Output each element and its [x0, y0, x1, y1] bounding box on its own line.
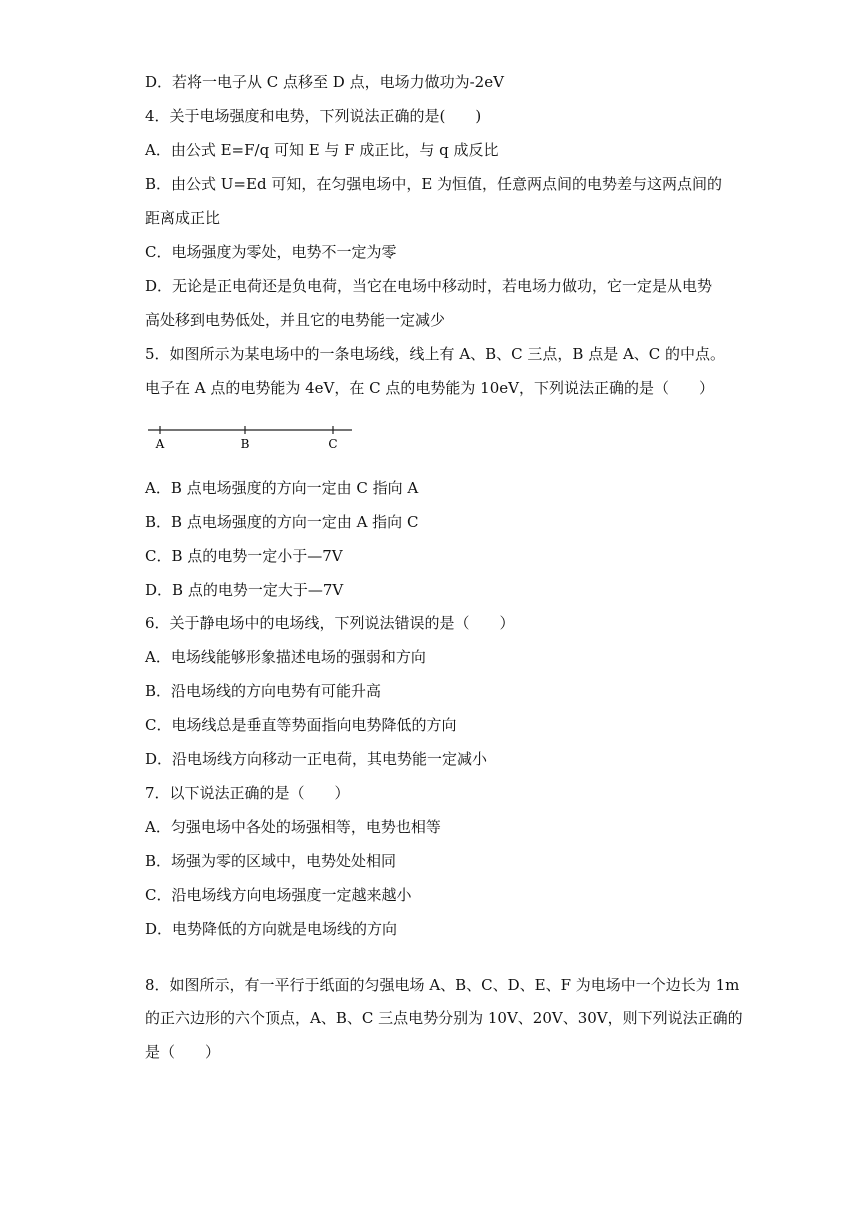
q5-option-b: B．B 点电场强度的方向一定由 A 指向 C — [145, 513, 419, 531]
q8-stem-line3: 是（ ） — [145, 1043, 221, 1061]
q4-option-b-line2: 距离成正比 — [145, 209, 221, 227]
q6-option-c: C．电场线总是垂直等势面指向电势降低的方向 — [145, 716, 457, 734]
q3-option-d: D．若将一电子从 C 点移至 D 点，电场力做功为-2eV — [145, 73, 504, 91]
q7-option-d: D．电势降低的方向就是电场线的方向 — [145, 920, 398, 938]
electric-field-line-figure — [140, 422, 365, 456]
q4-option-d-line1: D．无论是正电荷还是负电荷，当它在电场中移动时，若电场力做功，它一定是从电势 — [145, 277, 713, 295]
q7-option-c: C．沿电场线方向电场强度一定越来越小 — [145, 886, 412, 904]
q5-stem-line1: 5．如图所示为某电场中的一条电场线，线上有 A、B、C 三点，B 点是 A、C 的中点。 — [145, 345, 726, 363]
label-c: C — [328, 437, 338, 451]
q4-stem: 4．关于电场强度和电势，下列说法正确的是( ) — [145, 107, 482, 125]
q4-option-a: A．由公式 E=F/q 可知 E 与 F 成正比，与 q 成反比 — [145, 141, 499, 159]
q6-stem: 6．关于静电场中的电场线，下列说法错误的是（ ） — [145, 614, 515, 632]
q5-stem-line2: 电子在 A 点的电势能为 4eV，在 C 点的电势能为 10eV，下列说法正确的是（ ） — [145, 379, 714, 397]
q5-option-d: D．B 点的电势一定大于—7V — [145, 581, 344, 599]
q7-stem: 7．以下说法正确的是（ ） — [145, 784, 350, 802]
field-line-diagram — [140, 422, 365, 456]
q4-option-b-line1: B．由公式 U=Ed 可知，在匀强电场中，E 为恒值，任意两点间的电势差与这两点间的 — [145, 175, 723, 193]
q7-option-b: B．场强为零的区域中，电势处处相同 — [145, 852, 397, 870]
q4-option-d-line2: 高处移到电势低处，并且它的电势能一定减少 — [145, 311, 446, 329]
label-a: A — [155, 437, 165, 451]
q6-option-d: D．沿电场线方向移动一正电荷，其电势能一定减小 — [145, 750, 488, 768]
q8-stem-line2: 的正六边形的六个顶点，A、B、C 三点电势分别为 10V、20V、30V，则下列说法正确的 — [145, 1009, 743, 1027]
q7-option-a: A．匀强电场中各处的场强相等，电势也相等 — [145, 818, 441, 836]
q5-option-a: A．B 点电场强度的方向一定由 C 指向 A — [145, 479, 419, 497]
q5-option-c: C．B 点的电势一定小于—7V — [145, 547, 343, 565]
q4-option-c: C．电场强度为零处，电势不一定为零 — [145, 243, 397, 261]
q6-option-b: B．沿电场线的方向电势有可能升高 — [145, 682, 382, 700]
label-b: B — [240, 437, 250, 451]
q6-option-a: A．电场线能够形象描述电场的强弱和方向 — [145, 648, 426, 666]
q8-stem-line1: 8．如图所示，有一平行于纸面的匀强电场 A、B、C、D、E、F 为电场中一个边长为 1m — [145, 976, 740, 994]
